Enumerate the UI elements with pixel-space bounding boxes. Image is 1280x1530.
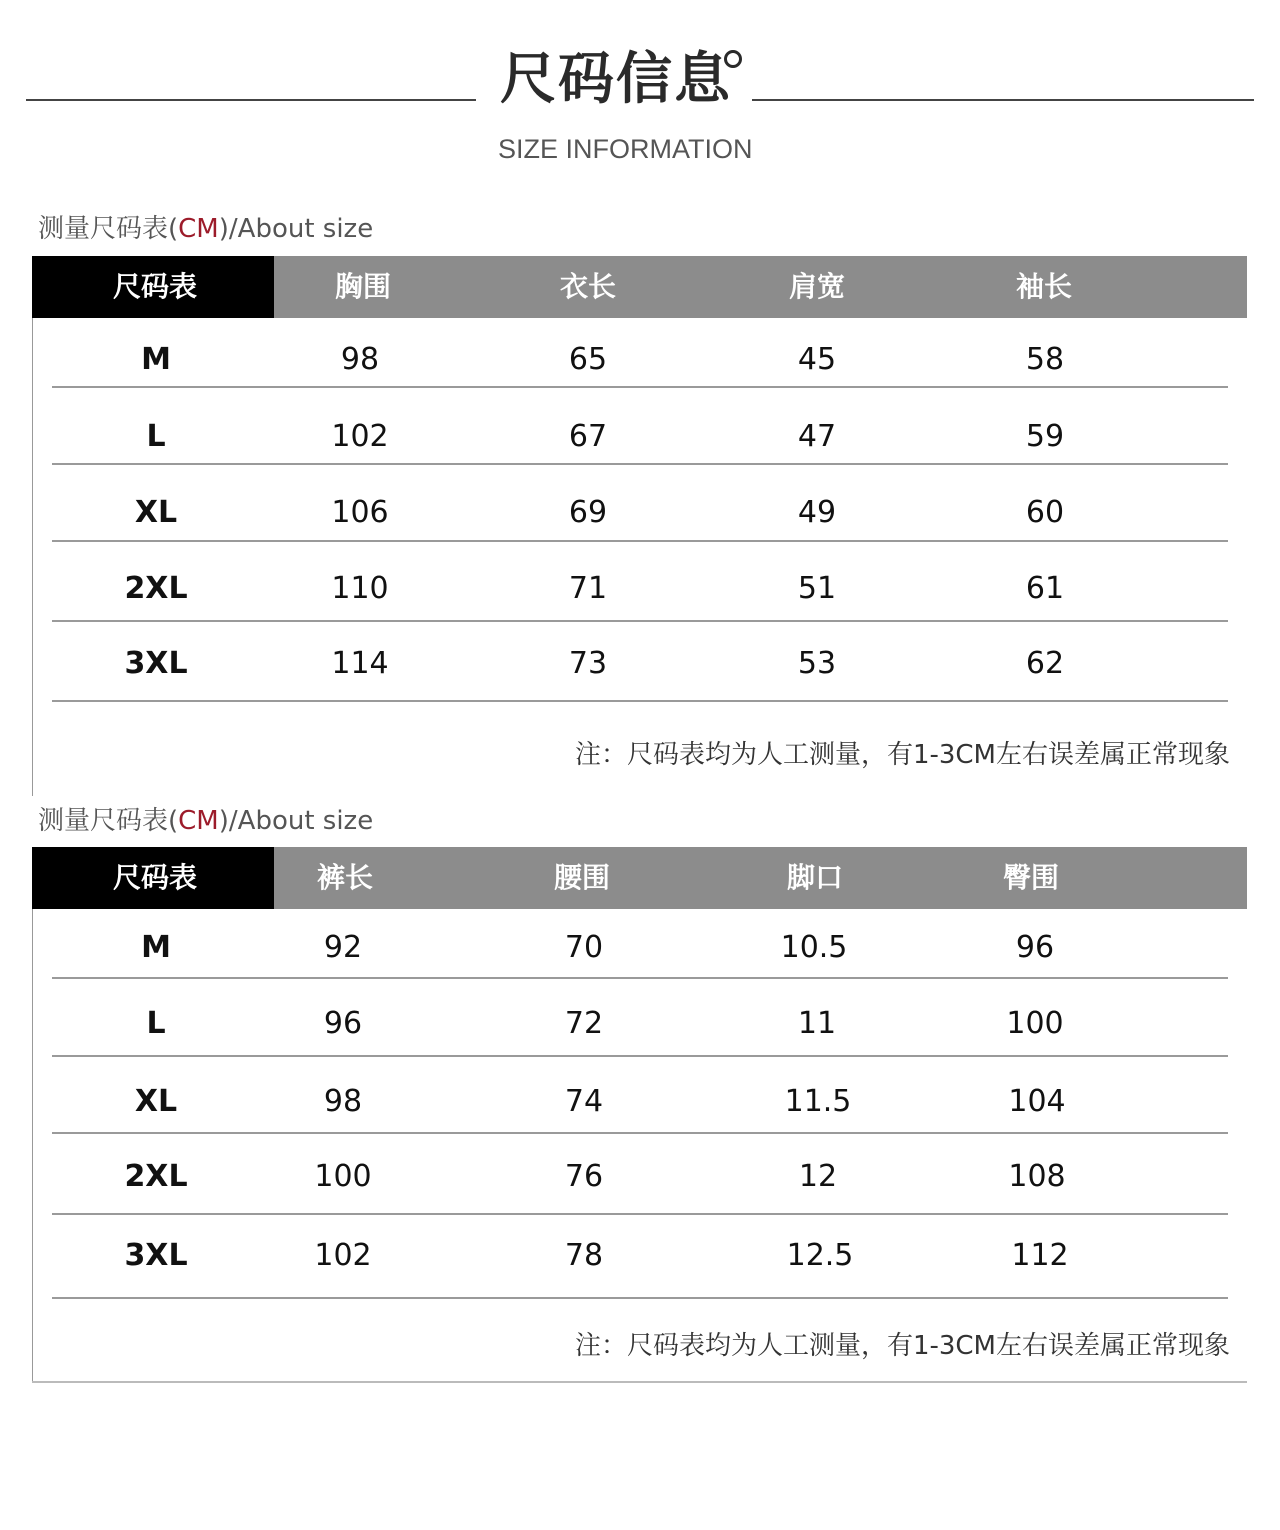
value-cell: 112: [1011, 1238, 1069, 1273]
column-header: 肩宽: [788, 270, 846, 303]
column-header: 衣长: [559, 270, 617, 303]
value-cell: 70: [564, 930, 604, 965]
size-cell: 2XL: [124, 571, 188, 606]
value-cell: 74: [564, 1084, 604, 1119]
column-header: 尺码表: [112, 861, 198, 894]
row-divider: [52, 463, 1228, 465]
value-cell: 76: [564, 1159, 604, 1194]
row-divider: [52, 1297, 1228, 1299]
column-header: 臀围: [1002, 861, 1060, 894]
size-cell: 3XL: [124, 646, 188, 681]
page-title: 尺码信息: [500, 47, 732, 112]
column-header: 尺码表: [112, 270, 198, 303]
value-cell: 60: [1025, 495, 1065, 530]
value-cell: 73: [568, 646, 608, 681]
value-cell: 59: [1025, 419, 1065, 454]
size-cell: M: [141, 930, 171, 965]
value-cell: 96: [323, 1006, 363, 1041]
value-cell: 104: [1008, 1084, 1066, 1119]
value-cell: 106: [331, 495, 389, 530]
value-cell: 61: [1025, 571, 1065, 606]
row-divider: [52, 1055, 1228, 1057]
row-divider: [52, 620, 1228, 622]
value-cell: 110: [331, 571, 389, 606]
value-cell: 100: [1006, 1006, 1064, 1041]
value-cell: 98: [340, 342, 380, 377]
degree-mark-icon: [724, 50, 742, 68]
value-cell: 11: [797, 1006, 837, 1041]
size-cell: L: [146, 419, 166, 454]
caption-unit: CM: [178, 806, 219, 836]
caption-prefix: 测量尺码表(: [38, 214, 179, 244]
column-header: 裤长: [316, 861, 374, 894]
value-cell: 92: [323, 930, 363, 965]
panel-border: [32, 847, 33, 1383]
value-cell: 62: [1025, 646, 1065, 681]
panel-bottom-rule: [32, 1381, 1247, 1383]
row-divider: [52, 1132, 1228, 1134]
value-cell: 69: [568, 495, 608, 530]
value-cell: 102: [331, 419, 389, 454]
header-rule-left: [26, 99, 476, 101]
value-cell: 58: [1025, 342, 1065, 377]
table-header-row: [32, 256, 1247, 318]
value-cell: 98: [323, 1084, 363, 1119]
value-cell: 11.5: [784, 1084, 852, 1119]
size-cell: XL: [134, 495, 178, 530]
header-rule-right: [752, 99, 1254, 101]
value-cell: 78: [564, 1238, 604, 1273]
size-table-top: [32, 256, 1247, 796]
value-cell: 12.5: [786, 1238, 854, 1273]
column-header: 脚口: [786, 861, 844, 894]
value-cell: 71: [568, 571, 608, 606]
value-cell: 102: [314, 1238, 372, 1273]
size-cell: M: [141, 342, 171, 377]
value-cell: 51: [797, 571, 837, 606]
row-divider: [52, 540, 1228, 542]
panel-border: [32, 256, 33, 796]
size-cell: XL: [134, 1084, 178, 1119]
caption-unit: CM: [178, 214, 219, 244]
page-header: [0, 0, 1280, 200]
value-cell: 114: [331, 646, 389, 681]
table-caption: [38, 800, 373, 837]
value-cell: 49: [797, 495, 837, 530]
value-cell: 72: [564, 1006, 604, 1041]
caption-prefix: 测量尺码表(: [38, 806, 179, 836]
value-cell: 96: [1015, 930, 1055, 965]
value-cell: 12: [798, 1159, 838, 1194]
caption-suffix: )/About size: [218, 214, 374, 244]
row-divider: [52, 977, 1228, 979]
page-subtitle: SIZE INFORMATION: [498, 134, 753, 164]
row-divider: [52, 700, 1228, 702]
caption-suffix: )/About size: [218, 806, 374, 836]
value-cell: 53: [797, 646, 837, 681]
table-header-row: [32, 847, 1247, 909]
column-header: 袖长: [1015, 270, 1073, 303]
size-table-bottom: [32, 847, 1247, 1385]
value-cell: 100: [314, 1159, 372, 1194]
size-cell: 2XL: [124, 1159, 188, 1194]
value-cell: 65: [568, 342, 608, 377]
size-cell: 3XL: [124, 1238, 188, 1273]
row-divider: [52, 386, 1228, 388]
row-divider: [52, 1213, 1228, 1215]
value-cell: 67: [568, 419, 608, 454]
column-header: 胸围: [334, 270, 392, 303]
size-cell: L: [146, 1006, 166, 1041]
table-caption: [38, 208, 373, 245]
value-cell: 108: [1008, 1159, 1066, 1194]
value-cell: 47: [797, 419, 837, 454]
measurement-note: 注：尺码表均为人工测量，有1-3CM左右误差属正常现象: [574, 740, 1230, 770]
column-header: 腰围: [553, 861, 611, 894]
value-cell: 45: [797, 342, 837, 377]
measurement-note: 注：尺码表均为人工测量，有1-3CM左右误差属正常现象: [574, 1331, 1230, 1361]
value-cell: 10.5: [780, 930, 848, 965]
